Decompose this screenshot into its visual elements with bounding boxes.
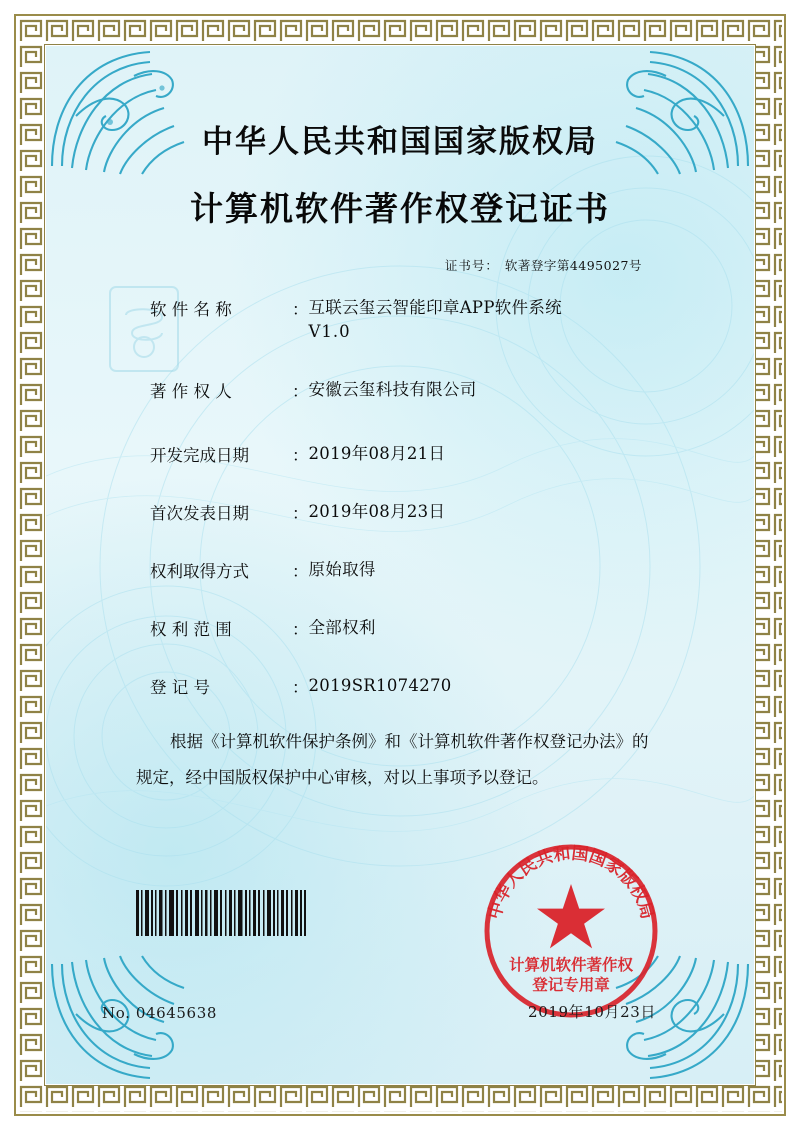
certificate-number-label: 证书号： [444, 258, 499, 273]
registration-statement [102, 724, 698, 797]
certificate-footer [102, 1001, 698, 1022]
field-label: 登 记 号 [150, 677, 210, 697]
field-colon: ： [292, 677, 309, 697]
certificate-number-value: 软著登字第4495027号 [504, 258, 642, 273]
field-value: 原始取得 [308, 559, 376, 579]
field-row [150, 674, 698, 698]
field-colon: ： [292, 619, 309, 639]
field-row [150, 378, 698, 402]
paper-background [46, 46, 754, 1084]
field-value: 全部权利 [308, 617, 376, 637]
field-row [150, 558, 698, 582]
field-value-line2: V1.0 [308, 321, 351, 341]
field-label: 开发完成日期 [150, 445, 249, 465]
statement-line-2: 规定，经中国版权保护中心审核，对以上事项予以登记。 [136, 768, 549, 788]
field-colon: ： [292, 300, 309, 319]
page-title-main: 计算机软件著作权登记证书 [190, 189, 610, 228]
field-label: 首次发表日期 [150, 503, 249, 523]
field-colon: ： [292, 445, 309, 465]
field-label: 权 利 范 围 [150, 619, 232, 639]
page-title-organization: 中华人民共和国国家版权局 [202, 124, 598, 160]
field-value: 2019年08月23日 [308, 501, 446, 521]
field-value [309, 296, 699, 344]
seal-inner-line-2: 登记专用章 [532, 975, 610, 994]
seal-inner-line-1: 计算机软件著作权 [508, 955, 634, 974]
serial-number: No. 04645638 [102, 1004, 217, 1022]
field-colon: ： [292, 561, 309, 581]
field-row [150, 616, 698, 640]
statement-line-1: 根据《计算机软件保护条例》和《计算机软件著作权登记办法》的 [170, 731, 649, 751]
seal-outer-text: 中华人民共和国国家版权局 [484, 843, 658, 922]
field-value-line1: 互联云玺云智能印章APP软件系统 [308, 298, 562, 317]
field-value: 2019SR1074270 [308, 675, 452, 695]
field-list [102, 296, 698, 698]
field-colon: ： [292, 381, 309, 401]
field-row [150, 442, 698, 466]
field-colon: ： [292, 503, 309, 523]
field-row [150, 500, 698, 524]
field-label: 软 件 名 称 [150, 300, 232, 319]
barcode [136, 890, 306, 936]
field-value: 2019年08月21日 [308, 443, 446, 463]
certificate-number [102, 256, 698, 274]
field-label: 权利取得方式 [150, 561, 249, 581]
field-value: 安徽云玺科技有限公司 [308, 379, 477, 399]
field-label: 著 作 权 人 [150, 381, 232, 401]
field-row [150, 296, 698, 344]
issue-date: 2019年10月23日 [528, 1003, 656, 1021]
